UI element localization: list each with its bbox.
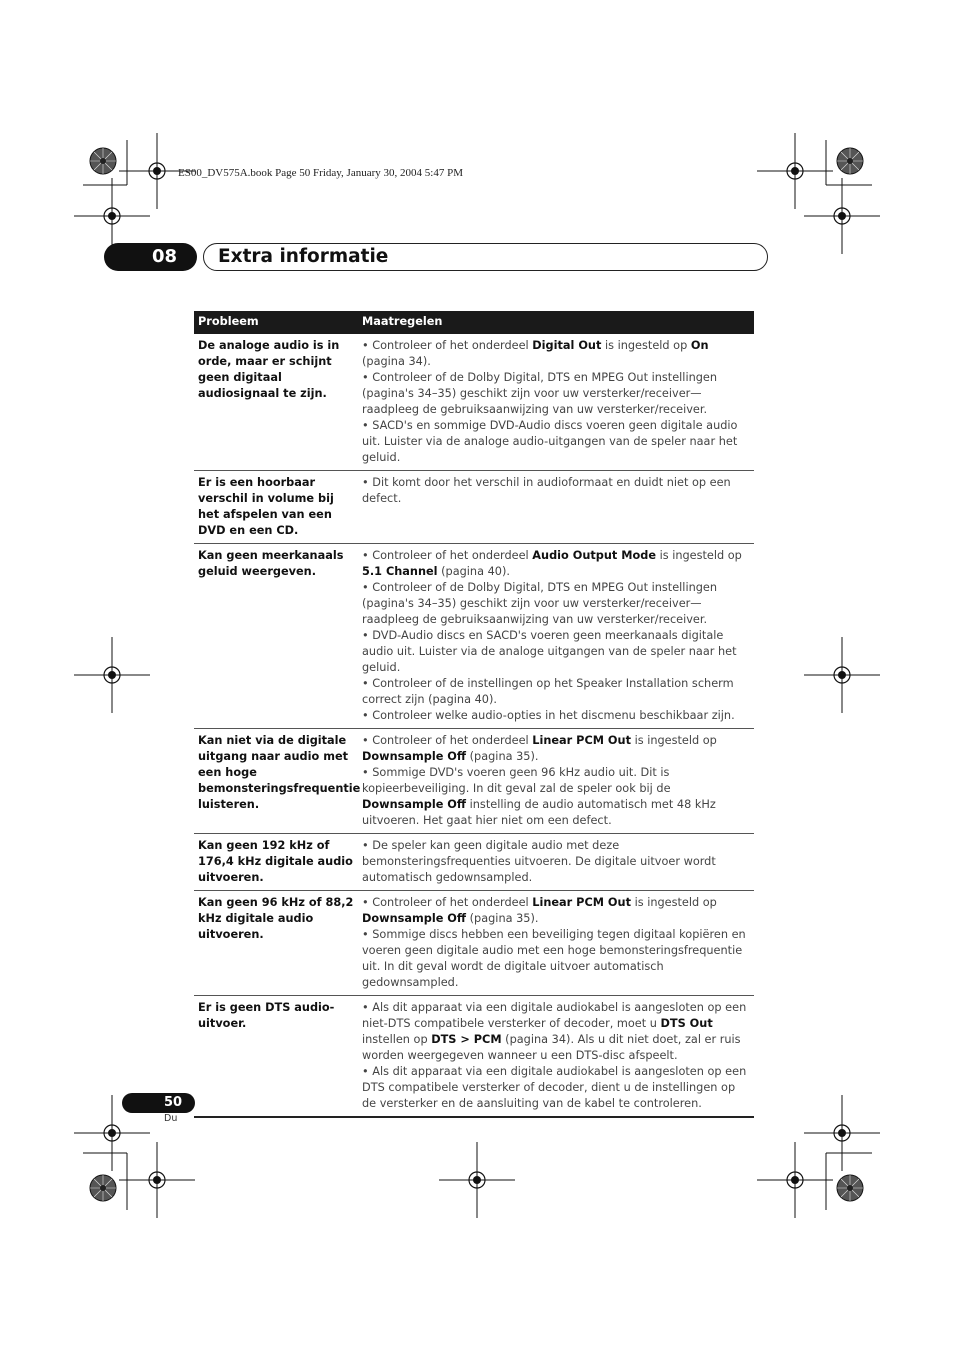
remedy-bullet [362, 765, 750, 829]
crosshair-mark-top-right [757, 133, 833, 209]
chapter-badge [104, 243, 197, 271]
remedy-text: • DVD-Audio discs en SACD's voeren geen meerkanaals digitale audio uit. Luister via de analoge uitgangen van de speler naar het geluid. [362, 629, 737, 674]
book-info-line: ES00_DV575A.book Page 50 Friday, January 30, 2004 5:47 PM [178, 167, 463, 179]
remedy-bullet [362, 676, 750, 708]
remedy-text: is ingesteld op [601, 339, 691, 352]
remedy-text: (pagina 40). [437, 565, 510, 578]
remedy-text: • Sommige DVD's voeren geen 96 kHz audio uit. Dit is kopieerbeveiliging. In dit geval zal de speler ook bij de [362, 766, 671, 795]
chapter-number: 08 [152, 246, 178, 267]
setting-name: On [690, 339, 709, 352]
remedy-cell [358, 544, 754, 729]
table-row [194, 471, 754, 544]
remedy-bullet [362, 895, 750, 927]
remedy-bullet [362, 475, 750, 507]
table-row [194, 334, 754, 471]
remedy-bullet [362, 708, 750, 724]
chapter-title-box [203, 243, 768, 271]
table-row [194, 544, 754, 729]
setting-name: Downsample Off [362, 912, 467, 925]
crosshair-mark-bottom-right [757, 1142, 833, 1218]
setting-name: Downsample Off [362, 750, 467, 763]
table-row [194, 891, 754, 996]
remedy-text: (pagina 35). [466, 750, 539, 763]
setting-name: Downsample Off [362, 798, 467, 811]
remedy-bullet [362, 838, 750, 886]
remedy-cell [358, 729, 754, 834]
remedy-cell [358, 471, 754, 544]
remedy-bullet [362, 338, 750, 370]
remedy-bullet [362, 733, 750, 765]
setting-name: Digital Out [532, 339, 602, 352]
setting-name: 5.1 Channel [362, 565, 438, 578]
remedy-text: • Sommige discs hebben een beveiliging tegen digitaal kopiëren en voeren geen digitale audio met een hoge bemonsteringsfrequentie uit. In dit geval wordt de digitale uitvoer automatisch gedownsampled. [362, 928, 746, 989]
problem-cell: Kan geen meerkanaals geluid weergeven. [194, 544, 358, 729]
remedy-text: is ingesteld op [655, 549, 742, 562]
remedy-text: instellen op [362, 1033, 432, 1046]
wheel-mark-bottom-right [837, 1175, 863, 1201]
remedy-text: • Controleer of de instellingen op het Speaker Installation scherm correct zijn (pagina 40). [362, 677, 734, 706]
remedy-text: is ingesteld op [630, 896, 717, 909]
setting-name: Audio Output Mode [532, 549, 656, 562]
chapter-title: Extra informatie [218, 246, 389, 267]
remedy-bullet [362, 370, 750, 418]
remedy-text: • Controleer of het onderdeel [362, 549, 533, 562]
table-row [194, 996, 754, 1118]
remedy-cell [358, 996, 754, 1118]
remedy-text: • De speler kan geen digitale audio met deze bemonsteringsfrequenties uitvoeren. De digitale uitvoer wordt automatisch gedownsampled. [362, 839, 716, 884]
table-header-row [194, 311, 754, 334]
crosshair-mark-bottom-middle [439, 1142, 515, 1218]
page-number: 50 [164, 1095, 183, 1110]
remedy-bullet [362, 927, 750, 991]
troubleshooting-table [194, 311, 754, 1118]
remedy-cell [358, 834, 754, 891]
column-header-problem: Probleem [194, 311, 358, 334]
remedy-text: • Controleer of het onderdeel [362, 896, 533, 909]
remedy-text: • Controleer of het onderdeel [362, 339, 533, 352]
problem-cell: Kan niet via de digitale uitgang naar audio met een hoge bemonsteringsfrequentie luisteren. [194, 729, 358, 834]
remedy-text: is ingesteld op [630, 734, 717, 747]
wheel-mark-top-left [90, 148, 116, 174]
remedy-text: • Controleer welke audio-opties in het discmenu beschikbaar zijn. [362, 709, 735, 722]
remedy-text: • Dit komt door het verschil in audioformaat en duidt niet op een defect. [362, 476, 731, 505]
crosshair-mark-bottom-left [119, 1142, 195, 1218]
crosshair-mark-bottom-right-upper [804, 1095, 880, 1171]
remedy-cell [358, 334, 754, 471]
setting-name: Linear PCM Out [532, 896, 631, 909]
remedy-text: • Als dit apparaat via een digitale audiokabel is aangesloten op een niet-DTS compatibele versterker of decoder, moet u [362, 1001, 747, 1030]
remedy-text: (pagina 35). [466, 912, 539, 925]
problem-cell: Kan geen 96 kHz of 88,2 kHz digitale audio uitvoeren. [194, 891, 358, 996]
setting-name: Linear PCM Out [532, 734, 631, 747]
crosshair-mark-top-right-lower [804, 178, 880, 254]
remedy-text: • Als dit apparaat via een digitale audiokabel is aangesloten op een DTS compatibele versterker of decoder, dient u de instellingen op de versterker en de aansluiting van de kabel te controleren. [362, 1065, 747, 1110]
remedy-text: (pagina 34). Als u dit niet doet, zal er ruis worden weergegeven wanneer u een DTS-disc afspeelt. [362, 1033, 741, 1062]
problem-cell: De analoge audio is in orde, maar er schijnt geen digitaal audiosignaal te zijn. [194, 334, 358, 471]
wheel-mark-bottom-left [90, 1175, 116, 1201]
page-number-badge [122, 1093, 195, 1113]
remedy-bullet [362, 580, 750, 628]
problem-cell: Er is een hoorbaar verschil in volume bij het afspelen van een DVD en een CD. [194, 471, 358, 544]
table-row [194, 834, 754, 891]
setting-name: DTS > PCM [431, 1033, 502, 1046]
column-header-remedy: Maatregelen [358, 311, 754, 334]
remedy-cell [358, 891, 754, 996]
table-row [194, 729, 754, 834]
remedy-text: • Controleer of de Dolby Digital, DTS en MPEG Out instellingen (pagina's 34–35) geschikt zijn voor uw versterker/receiver—raadpleeg de gebruiksaanwijzing van uw versterker/receiver. [362, 581, 718, 626]
remedy-bullet [362, 1000, 750, 1064]
remedy-text: instelling de audio automatisch met 48 kHz uitvoeren. Het gaat hier niet om een defect. [362, 798, 716, 827]
remedy-text: • Controleer of de Dolby Digital, DTS en MPEG Out instellingen (pagina's 34–35) geschikt zijn voor uw versterker/receiver—raadpleeg de gebruiksaanwijzing van uw versterker/receiver. [362, 371, 718, 416]
problem-cell: Kan geen 192 kHz of 176,4 kHz digitale audio uitvoeren. [194, 834, 358, 891]
remedy-bullet [362, 628, 750, 676]
remedy-bullet [362, 1064, 750, 1112]
remedy-bullet [362, 548, 750, 580]
crosshair-mark-middle-right [804, 637, 880, 713]
remedy-text: • Controleer of het onderdeel [362, 734, 533, 747]
remedy-bullet [362, 418, 750, 466]
language-code: Du [164, 1113, 178, 1124]
remedy-text: • SACD's en sommige DVD-Audio discs voeren geen digitale audio uit. Luister via de analoge audio-uitgangen van de speler naar het geluid. [362, 419, 738, 464]
wheel-mark-top-right [837, 148, 863, 174]
remedy-text: (pagina 34). [362, 355, 431, 368]
problem-cell: Er is geen DTS audio-uitvoer. [194, 996, 358, 1118]
crosshair-mark-middle-left [74, 637, 150, 713]
setting-name: DTS Out [660, 1017, 713, 1030]
